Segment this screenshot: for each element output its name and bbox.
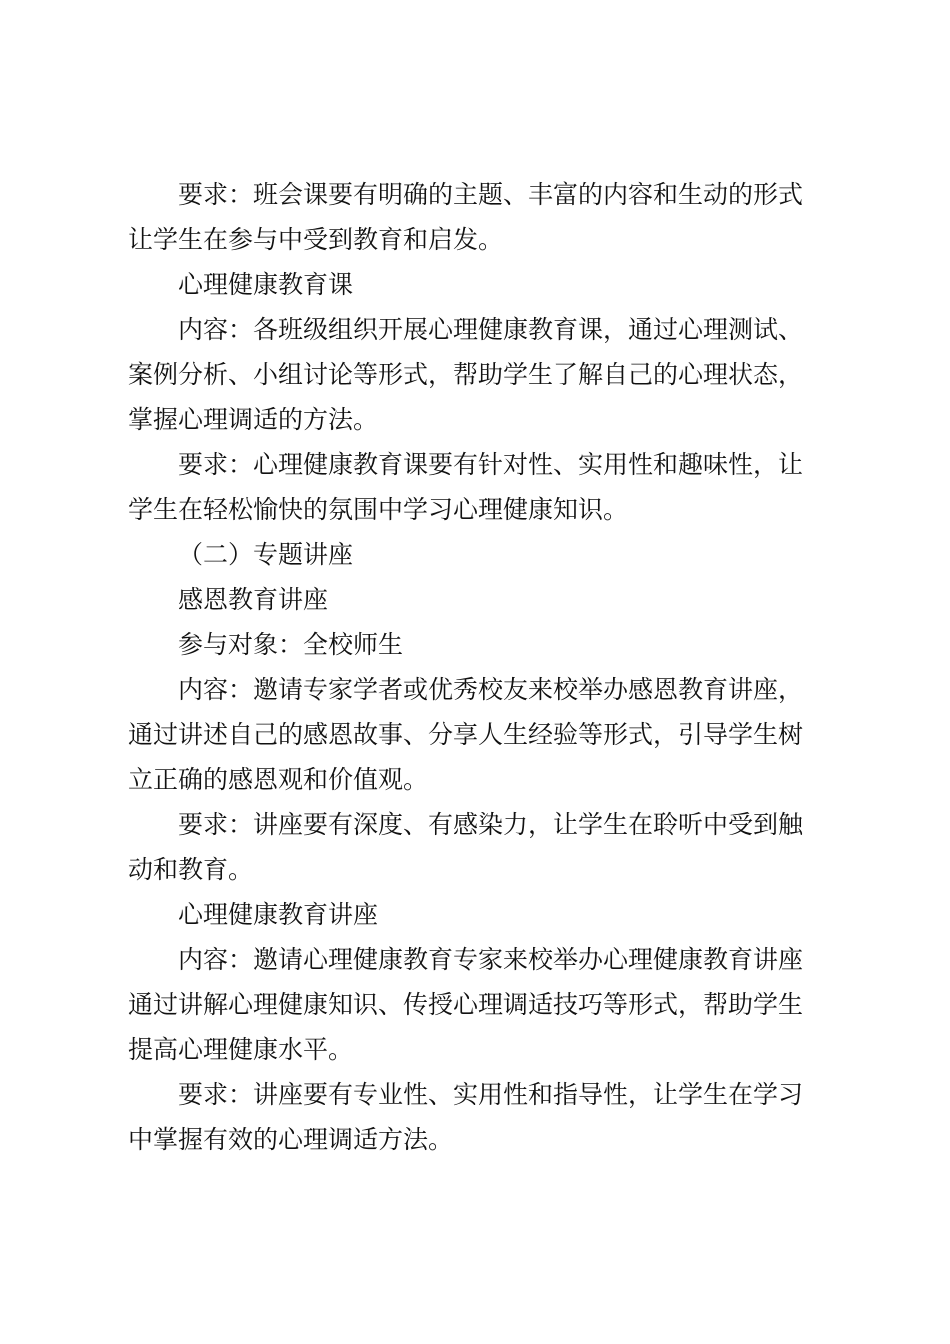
text-line: 要求：讲座要有深度、有感染力，让学生在聆听中受到触 — [178, 810, 804, 839]
text-line: 要求：班会课要有明确的主题、丰富的内容和生动的形式 — [178, 180, 804, 209]
section-heading: 心理健康教育讲座 — [178, 900, 379, 929]
text-line: 中掌握有效的心理调适方法。 — [128, 1125, 454, 1154]
text-line: 要求：讲座要有专业性、实用性和指导性，让学生在学习 — [178, 1080, 804, 1109]
document-body — [128, 172, 832, 1162]
text-line: 学生在轻松愉快的氛围中学习心理健康知识。 — [128, 495, 629, 524]
text-line: 掌握心理调适的方法。 — [128, 405, 379, 434]
text-line: 内容：各班级组织开展心理健康教育课，通过心理测试、 — [178, 315, 804, 344]
text-line: 让学生在参与中受到教育和启发。 — [128, 225, 504, 254]
text-line: 立正确的感恩观和价值观。 — [128, 765, 429, 794]
text-line: 动和教育。 — [128, 855, 254, 884]
text-line: 通过讲述自己的感恩故事、分享人生经验等形式，引导学生树 — [128, 720, 804, 749]
text-line: 参与对象：全校师生 — [178, 630, 404, 659]
section-heading: 心理健康教育课 — [178, 270, 354, 299]
text-line: 内容：邀请专家学者或优秀校友来校举办感恩教育讲座， — [178, 675, 804, 704]
text-line: 提高心理健康水平。 — [128, 1035, 354, 1064]
section-heading: （二）专题讲座 — [178, 540, 354, 569]
section-heading: 感恩教育讲座 — [178, 585, 329, 614]
text-line: 通过讲解心理健康知识、传授心理调适技巧等形式，帮助学生 — [128, 990, 804, 1019]
text-line: 要求：心理健康教育课要有针对性、实用性和趣味性，让 — [178, 450, 804, 479]
text-line: 案例分析、小组讨论等形式，帮助学生了解自己的心理状态， — [128, 360, 804, 389]
text-line: 内容：邀请心理健康教育专家来校举办心理健康教育讲座 — [178, 945, 804, 974]
